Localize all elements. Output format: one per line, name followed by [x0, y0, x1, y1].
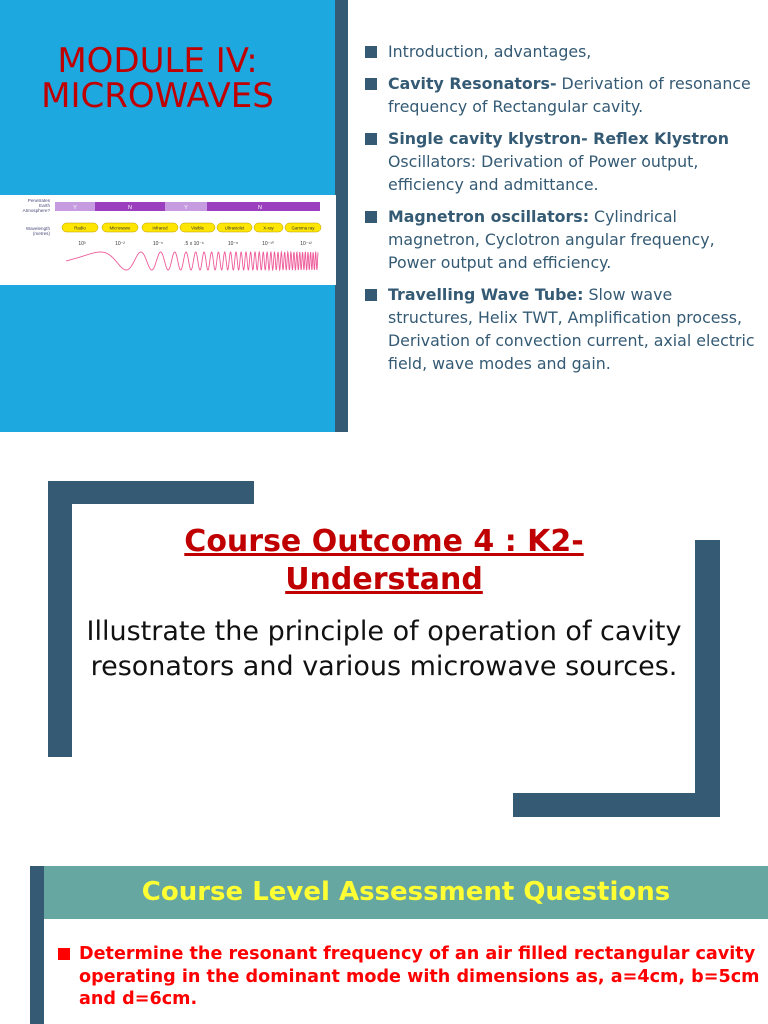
wavelength-label-2: (metres) [32, 231, 50, 236]
wavelength-label-1: Wavelength [25, 226, 50, 231]
band-label-gamma: Gamma ray [291, 225, 315, 231]
assessment-question [58, 943, 768, 1011]
em-spectrum-image [0, 195, 336, 285]
course-outcome-text: Illustrate the principle of operation of cavity resonators and various microwave sources. [86, 616, 682, 682]
penetration-mark-4: N [258, 205, 262, 211]
frame-corner-right-vertical [695, 540, 720, 817]
wavelength-value-4: .5 x 10⁻⁶ [184, 241, 204, 247]
em-spectrum-diagram [0, 195, 336, 285]
penetrates-label-2: Earth [39, 203, 50, 208]
penetration-mark-3: Y [184, 205, 188, 211]
topic-list [365, 40, 760, 384]
wavelength-value-1: 10³ [78, 241, 86, 247]
band-label-microwave: Microwave [109, 225, 131, 231]
topic-item-magnetron: Magnetron oscillators: Cylindrical magnetron, Cyclotron angular frequency, Power output and efficiency. [365, 205, 760, 274]
frame-corner-bottom-horizontal [513, 793, 720, 817]
slide3-left-bar [30, 866, 44, 1024]
course-outcome-title-line1: Course Outcome 4 : K2- [184, 524, 584, 559]
penetration-mark-2: N [128, 205, 132, 211]
module-title-line2: MICROWAVES [41, 76, 274, 116]
topic-item-introduction: Introduction, advantages, [365, 40, 760, 63]
module-title-line1: MODULE IV: [57, 41, 258, 81]
wavelength-value-6: 10⁻¹⁰ [262, 241, 274, 247]
bullet-square-icon [58, 948, 70, 960]
wavelength-value-3: 10⁻⁵ [152, 241, 164, 247]
penetration-mark-1: Y [73, 205, 77, 211]
band-label-xray: X-ray [263, 225, 274, 231]
wavelength-value-5: 10⁻⁸ [227, 241, 239, 247]
course-outcome-title [120, 523, 648, 599]
wavelength-value-7: 10⁻¹² [300, 241, 312, 247]
band-label-infrared: Infrared [152, 225, 168, 231]
course-outcome-title-line2: Understand [285, 562, 483, 597]
band-label-ultraviolet: Ultraviolet [224, 225, 245, 231]
assessment-question-text: Determine the resonant frequency of an air filled rectangular cavity operating in the dominant mode with dimensions as, a=4cm, b=5cm and d=6cm. [79, 944, 760, 1009]
bullet-square-icon [365, 289, 377, 301]
topic-item-twt: Travelling Wave Tube: Slow wave structures, Helix TWT, Amplification process, Derivation of convection current, axial electric field, wave modes and gain. [365, 283, 760, 375]
wave-illustration [66, 252, 318, 270]
bullet-square-icon [365, 211, 377, 223]
bullet-square-icon [365, 78, 377, 90]
frame-corner-top-horizontal [48, 481, 254, 504]
module-title [0, 41, 315, 116]
penetrates-label-1: Penetrates [27, 198, 50, 203]
frame-corner-left-vertical [48, 481, 72, 757]
band-label-radio: Radio [74, 225, 86, 231]
band-label-visible: Visible [191, 225, 204, 231]
topic-item-cavity-resonators: Cavity Resonators- Derivation of resonance frequency of Rectangular cavity. [365, 72, 760, 118]
penetrates-label-3: Atmosphere? [22, 208, 50, 213]
bullet-square-icon [365, 46, 377, 58]
slide1-divider-bar [335, 0, 348, 432]
penetration-segment-n2 [207, 202, 320, 211]
assessment-title: Course Level Assessment Questions [141, 877, 671, 907]
bullet-square-icon [365, 133, 377, 145]
topic-item-klystron: Single cavity klystron- Reflex Klystron Oscillators: Derivation of Power output, efficiency and admittance. [365, 127, 760, 196]
wavelength-value-2: 10⁻² [115, 241, 125, 247]
